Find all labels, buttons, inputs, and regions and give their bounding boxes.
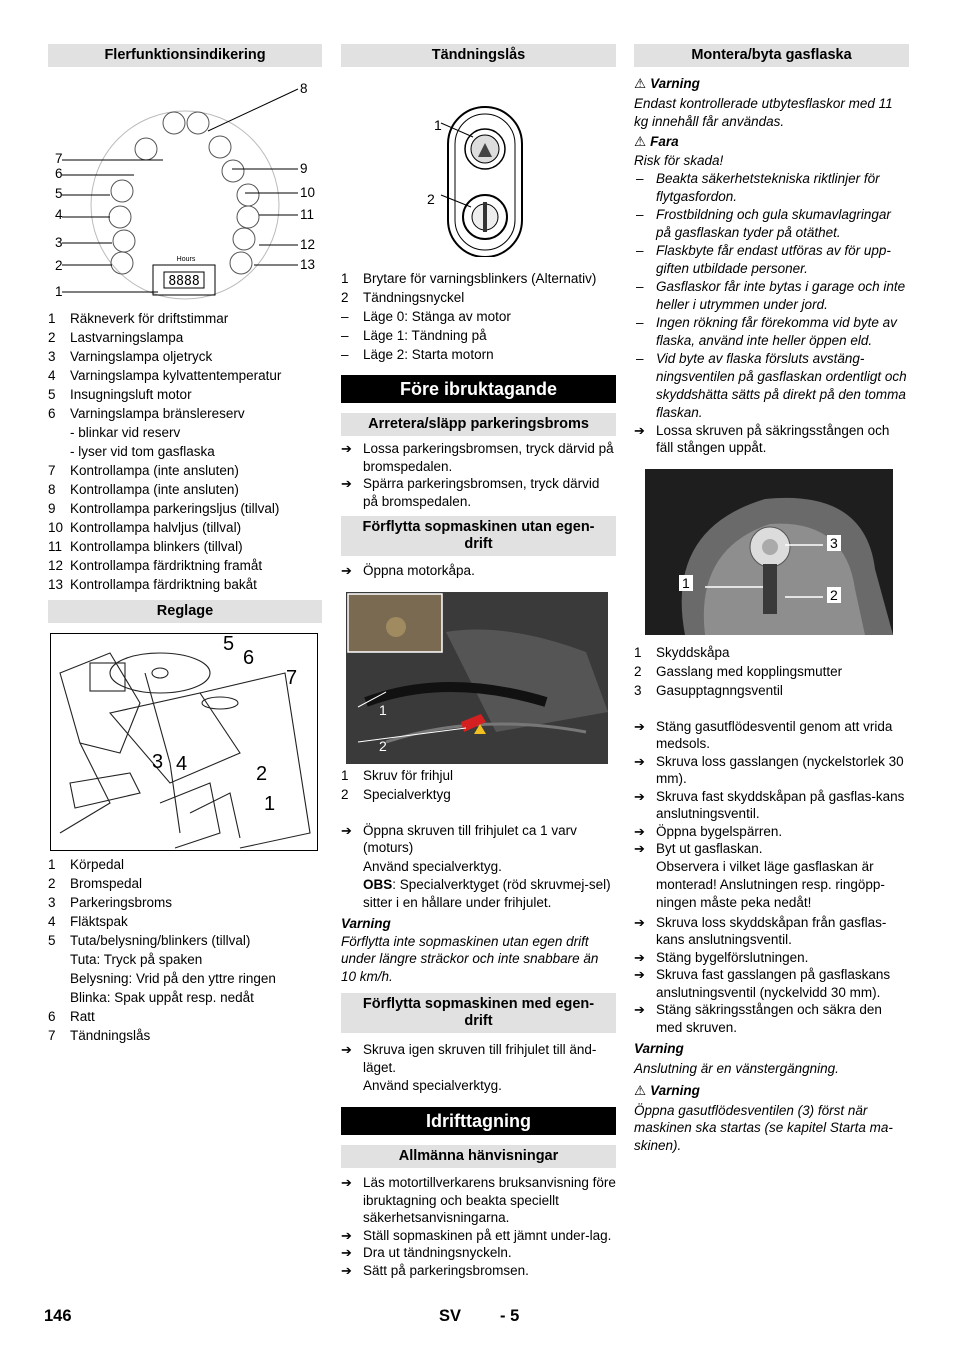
list-item-subtext: Tuta: Tryck på spaken [70,952,203,967]
list-item [48,347,322,366]
arrow-icon: ➔ [341,476,352,491]
arrow-icon: ➔ [634,422,645,438]
ignition-figure [341,77,616,257]
dash-label-13: 13 [300,257,316,272]
step-allmanna [341,1174,616,1227]
step-text: Öppna bygelspärren. [656,823,783,839]
step-allmanna [341,1262,616,1280]
danger-item [634,350,909,422]
danger-text: Risk för skada! [634,153,724,168]
list-item-text: Kontrollampa färdriktning bakåt [70,577,257,592]
list-item-number: 12 [48,558,64,573]
danger-item-text: Gasflaskor får inte bytas i garage och inte heller i utrymmen under jord. [656,278,906,312]
arrow-icon: ➔ [634,841,645,856]
list-item [341,345,616,364]
list-item-number: 3 [48,349,56,364]
ctrl-label-3: 3 [152,751,164,773]
dash-label-5: 5 [55,186,63,201]
section-heading-montera-gasflaska: Montera/byta gasflaska [634,44,909,67]
arrow-icon: ➔ [341,1227,352,1243]
step-text: Stäng säkringsstången och säkra den med skruven. [656,1002,882,1035]
dash-label-9: 9 [300,161,308,176]
list-item [341,766,616,785]
list-item-number: 10 [48,520,64,535]
varning-label-2: Varning [634,1041,684,1056]
list-item-text: Kontrollampa halvljus (tillval) [70,520,242,535]
gas-label-3: 3 [827,535,841,551]
list-item-number: 6 [48,406,56,421]
list-item [48,404,322,461]
footer-page-left: 146 [44,1307,72,1325]
arrow-icon: ➔ [341,1042,352,1057]
list-item-text: Skruv för frihjul [363,767,454,783]
list-item-number: 1 [48,311,56,326]
list-item-subtext: - blinkar vid reserv [70,425,181,440]
column-3 [634,44,909,1154]
step-gas [634,753,909,788]
step-text: Sätt på parkeringsbromsen. [363,1262,529,1278]
step-text: Skruva loss gasslangen (nyckelstorlek 30 mm). [656,753,904,786]
list-item-text: Brytare för varningsblinkers (Alternativ) [363,271,597,286]
dash-label-3: 3 [55,235,63,250]
list-item-text: Gasupptagnngsventil [656,682,783,698]
danger-item-text: Frostbildning och gula skumavlagringar på gasflaskan tyder på otäthet. [656,206,891,240]
column-2 [341,44,616,1279]
arrow-icon: ➔ [634,949,645,965]
danger-item [634,242,909,278]
list-item [48,912,322,931]
list-item-number: 5 [48,933,56,948]
danger-heading: ⚠ Fara [634,134,679,149]
controls-figure [48,633,322,851]
gas-steps-b [634,914,909,1037]
chapter-heading-idrifttagning: Idrifttagning [341,1107,616,1135]
list-item-text: Parkeringsbroms [70,895,173,910]
dash-label-11: 11 [300,207,315,222]
step-gas [634,1001,909,1036]
list-item-text: Tändningsnyckel [363,290,465,305]
ctrl-label-6: 6 [243,647,255,669]
step-gas [634,823,909,841]
dash-bullet: – [636,206,644,222]
dash-label-4: 4 [55,207,63,222]
step-text: Stäng gasutflödesventil genom att vrida medsols. [656,718,893,751]
varning-text-2: Anslutning är en vänstergängning. [634,1061,839,1076]
list-item-number: 6 [48,1009,56,1024]
list-item-number: 2 [48,330,56,345]
list-item-number: 4 [48,914,56,929]
list-item [341,269,616,288]
ign-label-2: 2 [427,191,435,207]
list-item [341,785,616,804]
section-heading-allmanna: Allmänna hänvisningar [341,1145,616,1168]
warning-heading-3: ⚠ Varning [634,1082,700,1098]
list-item [48,575,322,594]
list-item-text: Fläktspak [70,914,128,929]
list-item [48,499,322,518]
arrow-icon: ➔ [341,822,352,838]
list-item [48,893,322,912]
list-item-number: 11 [48,539,63,554]
list-item-text: Varningslampa oljetryck [70,349,213,364]
arrow-icon: ➔ [341,1262,352,1278]
ign-label-1: 1 [434,117,442,133]
list-item-text: Tuta/belysning/blinkers (tillval) [70,933,251,948]
allmanna-steps [341,1174,616,1279]
list-item-number: 13 [48,577,64,592]
controls-drawing [50,633,318,851]
engine-label-2: 2 [379,737,387,754]
dash-bullet: – [636,242,644,258]
section-heading-reglage: Reglage [48,600,322,623]
dash-label-12: 12 [300,237,316,252]
gas-bottle-drawing [645,469,893,635]
arrow-icon: ➔ [634,753,645,769]
dash-label-2: 2 [55,258,63,273]
list-item-number: 1 [341,271,349,286]
list-item [48,931,322,1007]
step-gas [634,840,909,858]
list-item-number: 7 [48,463,56,478]
dash-bullet: – [636,350,644,366]
obs-note: OBS: Specialverktyget (röd skruvmej-sel) sitter i en hållare under frihjulet. [363,876,611,910]
list-item-text: Varningslampa bränslereserv [70,406,245,421]
step-text: Byt ut gasflaskan. [656,841,763,856]
danger-item-text: Beakta säkerhetstekniska riktlinjer för flytgasfordon. [656,170,880,204]
dashboard-figure [48,81,322,305]
list-item-text: Gasslang med kopplingsmutter [656,663,843,679]
list-item-text: Kontrollampa parkeringsljus (tillval) [70,501,280,516]
arrow-icon: ➔ [634,823,645,839]
step-gas [634,718,909,753]
dash-label-10: 10 [300,185,316,200]
arrow-icon: ➔ [341,441,352,456]
list-item-text: Kontrollampa blinkers (tillval) [70,539,243,554]
step-gas [634,914,909,949]
chapter-heading-fore-ibruktagande: Före ibruktagande [341,375,616,403]
gas-label-1: 1 [679,575,693,591]
warning-triangle-icon: ⚠ [634,134,647,149]
list-item [48,1007,322,1026]
gas-legend-list [634,643,909,700]
dash-label-1: 1 [55,284,63,299]
list-item-number: – [341,328,349,343]
ctrl-label-2: 2 [256,763,268,785]
gas-steps-a [634,718,909,858]
arrow-icon: ➔ [341,563,352,578]
list-item-text: Lastvarningslampa [70,330,184,345]
step-text: Dra ut tändningsnyckeln. [363,1245,512,1260]
step-text: Ställ sopmaskinen på ett jämnt under-lag. [363,1227,612,1243]
step-arretera [341,475,616,510]
list-item-number: 9 [48,501,56,516]
warning-text-3: Öppna gasutflödesventilen (3) först när maskinen ska startas (se kapitel Starta ma-skinen). [634,1102,893,1153]
ignition-drawing [341,77,616,257]
list-item-text: Insugningsluft motor [70,387,192,402]
step-gas [634,949,909,967]
list-item-number: 7 [48,1028,56,1043]
list-item-text: Läge 2: Starta motorn [363,347,494,362]
list-item-number: – [341,347,349,362]
list-item [634,681,909,700]
step-skruva-igen: ➔ Skruva igen skruven till frihjulet till änd-läget. [341,1042,597,1075]
varning-label: Varning [341,915,391,931]
dash-label-6: 6 [55,166,63,181]
section-heading-flerfunktion: Flerfunktionsindikering [48,44,322,67]
danger-item-text: Vid byte av flaska försluts avstäng-ningsventilen på gasflaskan ordentligt och skyddshätta sätts på direkt på den tomma flaskan. [656,350,907,420]
danger-item [634,206,909,242]
step-oppna-motorkapa: ➔ Öppna motorkåpa. [341,563,475,578]
plain-anvand-specialverktyg: Använd specialverktyg. [363,858,502,874]
list-item [341,307,616,326]
gas-bottle-photo [645,469,893,635]
dashboard-diagram [48,87,322,305]
list-item-number: 2 [341,786,349,802]
list-item-number: 1 [634,644,642,660]
svg-text:Hours: Hours [176,256,196,263]
list-item-text: Kontrollampa färdriktning framåt [70,558,263,573]
list-item [48,480,322,499]
arrow-icon: ➔ [341,1175,352,1190]
arrow-icon: ➔ [341,1245,352,1260]
section-heading-arretera: Arretera/släpp parkeringsbroms [341,413,616,436]
warning-triangle-icon: ⚠ [634,76,647,91]
column-1 [48,44,322,1045]
step-gas [634,966,909,1001]
list-item-text: Skyddskåpa [656,644,730,660]
step-gas [634,788,909,823]
footer-lang: SV [439,1307,462,1325]
arrow-icon: ➔ [634,788,645,804]
list-item-text: Varningslampa kylvattentemperatur [70,368,282,383]
dash-bullet: – [636,170,644,186]
list-item-text: Ratt [70,1009,95,1024]
list-item-subtext: Belysning: Vrid på den yttre ringen [70,971,276,986]
list-item [341,326,616,345]
danger-item [634,314,909,350]
list-item-number: 8 [48,482,56,497]
list-item-text: Läge 0: Stänga av motor [363,309,511,324]
danger-item-text: Flaskbyte får endast utföras av för upp-giften utbildade personer. [656,242,891,276]
engine-label-1: 1 [379,701,387,718]
list-item [634,643,909,662]
list-item-text: Bromspedal [70,876,143,891]
list-item [48,309,322,328]
list-item [634,662,909,681]
danger-item [634,278,909,314]
list-item-text: Körpedal [70,857,125,872]
list-item [48,874,322,893]
arrow-icon: ➔ [634,967,645,982]
list-item-number: 3 [634,682,642,698]
arrow-icon: ➔ [634,914,645,930]
footer-page-right: - 5 [500,1307,520,1325]
list-item-number: 2 [634,663,642,679]
gas-label-2: 2 [827,587,841,603]
byt-note: Observera i vilket läge gasflaskan är monterad! Anslutningen resp. ringöpp-ningen måste peka nedåt! [656,858,885,910]
engine-legend-list [341,766,616,804]
ctrl-label-4: 4 [176,753,188,775]
list-item [48,328,322,347]
ctrl-label-7: 7 [286,667,298,689]
list-item-text: Specialverktyg [363,786,451,802]
step-arretera [341,440,616,475]
list-item [48,461,322,480]
engine-photo [346,592,608,764]
warning-text-1: Endast kontrollerade utbytesflaskor med 11 kg innehåll får användas. [634,96,893,129]
list-item-subtext: - lyser vid tom gasflaska [70,444,215,459]
dash-bullet: – [636,278,644,294]
list-item-subtext: Blinka: Spak uppåt resp. nedåt [70,990,254,1005]
list-item [48,385,322,404]
danger-item [634,170,909,206]
list-item-number: 2 [48,876,56,891]
list-item [48,537,322,556]
step-text: Läs motortillverkarens bruksanvisning före ibruktagning och beakta speciellt säkerhetsanvisningarna. [363,1175,616,1225]
section-heading-tandningslas: Tändningslås [341,44,616,67]
list-item-number: 1 [48,857,56,872]
ignition-legend-list [341,269,616,364]
arrow-icon: ➔ [634,1002,645,1017]
dashboard-legend-list [48,309,322,594]
warning-heading-1: ⚠ Varning [634,76,700,91]
list-item-number: 2 [341,290,349,305]
list-item-number: 5 [48,387,56,402]
step-allmanna [341,1244,616,1262]
list-item [341,288,616,307]
varning-text: Förflytta inte sopmaskinen utan egen drift under längre sträckor och inte snabbare än 10 km/h. [341,933,599,984]
section-heading-med-egendrift: Förflytta sopmaskinen med egen-drift [341,993,616,1033]
list-item [48,518,322,537]
list-item [48,855,322,874]
step-oppna-skruven: ➔ Öppna skruven till frihjulet ca 1 varv (moturs) [341,822,577,855]
step-text: Spärra parkeringsbromsen, tryck därvid på bromspedalen. [363,476,600,509]
step-text: Skruva fast skyddskåpan på gasflas-kans anslutningsventil. [656,788,905,821]
danger-item-text: Ingen rökning får förekomma vid byte av flaska, använd inte heller öppen eld. [656,314,897,348]
ctrl-label-5: 5 [223,633,235,655]
list-item [48,366,322,385]
list-item-text: Kontrollampa (inte ansluten) [70,463,239,478]
ctrl-label-1: 1 [264,793,276,815]
list-item [48,556,322,575]
warning-triangle-icon: ⚠ [634,1082,647,1098]
arretera-steps [341,440,616,510]
list-item [48,1026,322,1045]
list-item-number: 4 [48,368,56,383]
list-item-text: Tändningslås [70,1028,151,1043]
step-text: Lossa parkeringsbromsen, tryck därvid på bromspedalen. [363,441,614,474]
list-item-text: Kontrollampa (inte ansluten) [70,482,239,497]
step-text: Skruva loss skyddskåpan från gasflas-kans anslutningsventil. [656,914,887,947]
list-item-number: 3 [48,895,56,910]
list-item-text: Läge 1: Tändning på [363,328,487,343]
dash-label-8: 8 [300,81,308,96]
list-item-text: Räkneverk för driftstimmar [70,311,229,326]
step-lossa-skruven: ➔ Lossa skruven på säkringsstången och fäll stången uppåt. [634,422,890,455]
list-item-number: 1 [341,767,349,783]
dash-bullet: – [636,314,644,330]
list-item-number: – [341,309,349,324]
plain-anvand-specialverktyg-2: Använd specialverktyg. [363,1078,502,1093]
controls-legend-list [48,855,322,1045]
arrow-icon: ➔ [634,718,645,734]
step-allmanna [341,1227,616,1245]
svg-text:8888: 8888 [168,274,200,289]
danger-items [634,170,909,422]
section-heading-utan-egendrift: Förflytta sopmaskinen utan egen-drift [341,516,616,556]
step-text: Stäng bygelförslutningen. [656,949,809,965]
step-text: Skruva fast gasslangen på gasflaskans anslutningsventil (nyckelvidd 30 mm). [656,967,891,1000]
dash-label-7: 7 [55,151,63,166]
